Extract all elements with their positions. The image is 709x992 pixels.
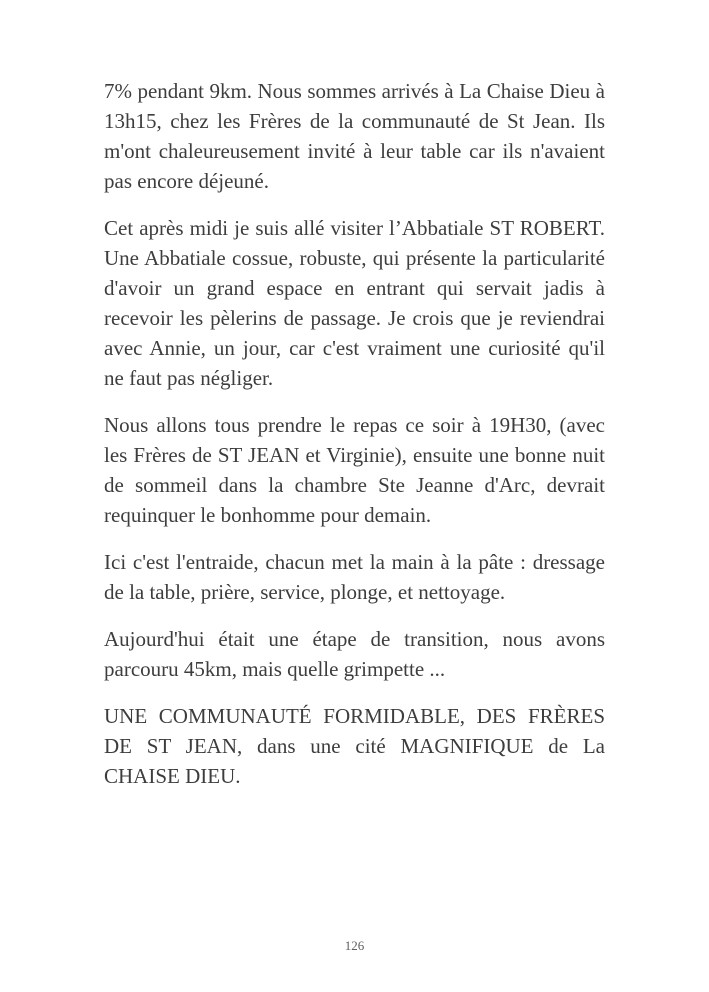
page-number: 126 bbox=[344, 938, 365, 953]
paragraph-abbatiale-visit: Cet après midi je suis allé visiter l’Abbatiale ST ROBERT. Une Abbatiale cossue, robuste, qui présente la particularité d'avoir un grand espace en entrant qui servait jadis à recevoir les pèlerins de passage. Je crois que je reviendrai avec Annie, un jour, car c'est vraiment une curiosité qu'il ne faut pas négliger. bbox=[104, 216, 605, 390]
text-block bbox=[104, 76, 605, 791]
paragraph-arrival: 7% pendant 9km. Nous sommes arrivés à La Chaise Dieu à 13h15, chez les Frères de la communauté de St Jean. Ils m'ont chaleureusement invité à leur table car ils n'avaient pas encore déjeuné. bbox=[104, 79, 605, 193]
paragraph-closing-caps: UNE COMMUNAUTÉ FORMIDABLE, DES FRÈRES DE ST JEAN, dans une cité MAGNIFIQUE de La CHAISE DIEU. bbox=[104, 704, 605, 788]
paragraph-evening-meal: Nous allons tous prendre le repas ce soir à 19H30, (avec les Frères de ST JEAN et Virginie), ensuite une bonne nuit de sommeil dans la chambre Ste Jeanne d'Arc, devrait requinquer le bonhomme pour demain. bbox=[104, 413, 605, 527]
paragraph-entraide: Ici c'est l'entraide, chacun met la main à la pâte : dressage de la table, prière, service, plonge, et nettoyage. bbox=[104, 550, 605, 604]
paragraph-transition-stage: Aujourd'hui était une étape de transition, nous avons parcouru 45km, mais quelle grimpette ... bbox=[104, 627, 605, 681]
